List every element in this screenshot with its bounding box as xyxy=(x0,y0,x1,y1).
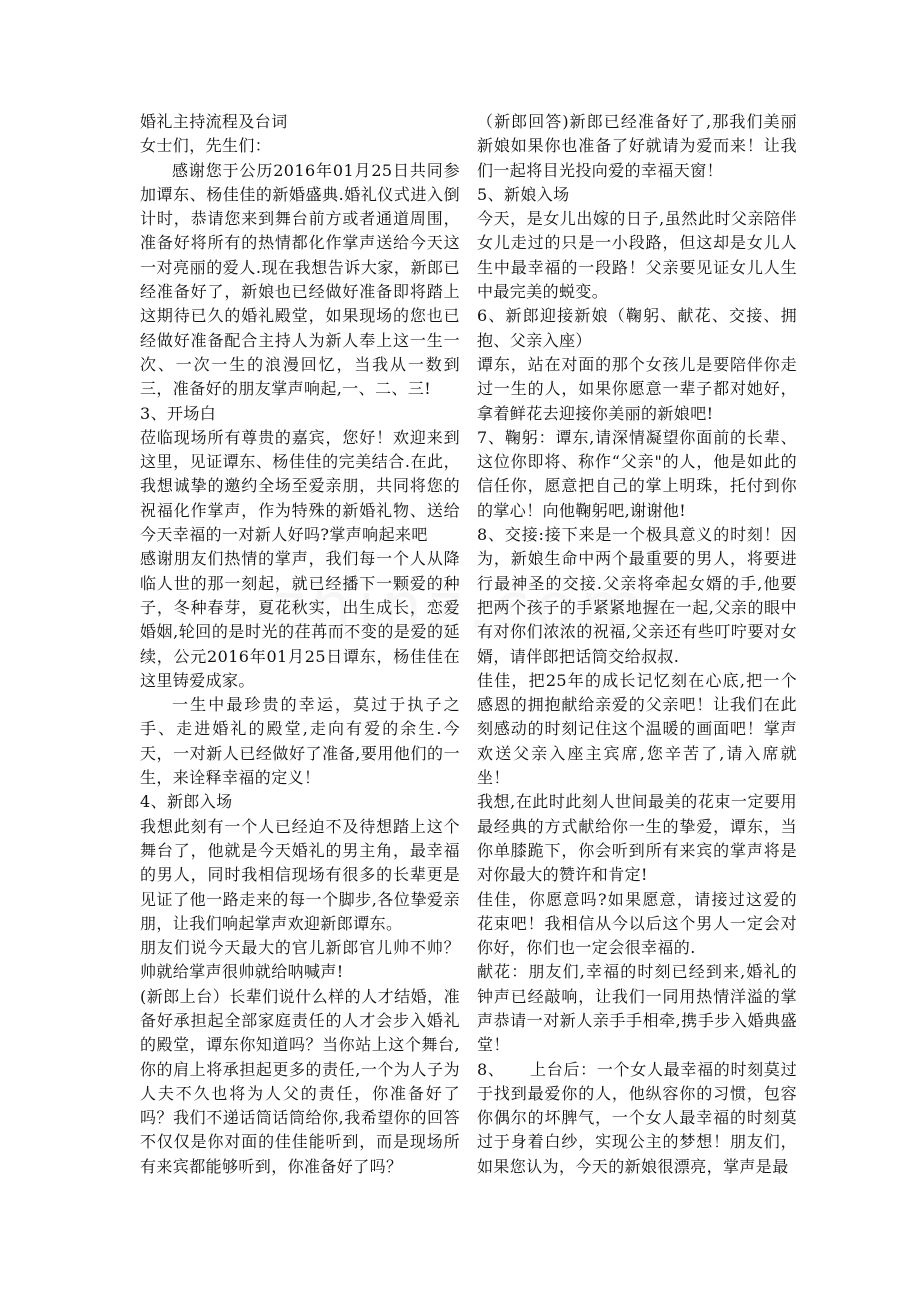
paragraph: 感谢您于公历2016年01月25日共同参加谭东、杨佳佳的新婚盛典.婚礼仪式进入倒计时，恭请您来到舞台前方或者通道周围，准备好将所有的热情都化作掌声送给今天这一对亮丽的爱人.现在我想告诉大家，新郎已经准备好了，新娘也已经做好准备即将踏上这期待已久的婚礼殿堂，如果现场的您也已经做好准备配合主持人为新人奉上这一生一次、一次一生的浪漫回忆，当我从一数到三，准备好的朋友掌声响起,一、二、三! xyxy=(140,160,460,399)
paragraph: 朋友们说今天最大的官儿新郎官儿帅不帅？帅就给掌声很帅就给呐喊声! xyxy=(140,938,460,982)
paragraph: 感谢朋友们热情的掌声，我们每一个人从降临人世的那一刻起，就已经播下一颗爱的种子，冬种春芽，夏花秋实，出生成长，恋爱婚姻,轮回的是时光的荏苒而不变的是爱的延续，公元2016年01月25日谭东，杨佳佳在这里铸爱成家。 xyxy=(140,549,460,690)
paragraph: 今天，是女儿出嫁的日子,虽然此时父亲陪伴女儿走过的只是一小段路，但这却是女儿人生中最幸福的一段路！父亲要见证女儿人生中最完美的蜕变。 xyxy=(477,209,797,302)
paragraph: 女士们，先生们： xyxy=(140,136,272,156)
paragraph: 佳佳，你愿意吗?如果愿意，请接过这爱的花束吧！我相信从今以后这个男人一定会对你好，你们也一定会很幸福的. xyxy=(477,889,797,958)
paragraph: 8、交接:接下来是一个极具意义的时刻！因为，新娘生命中两个最重要的男人，将要进行最神圣的交接.父亲将牵起女婿的手,他要把两个孩子的手紧紧地握在一起,父亲的眼中有对你们浓浓的祝福,父亲还有些叮咛要对女婿，请伴郎把话筒交给叔叔. xyxy=(477,525,797,666)
paragraph: 莅临现场所有尊贵的嘉宾，您好！欢迎来到这里，见证谭东、杨佳佳的完美结合.在此，我想诚挚的邀约全场至爱亲朋，共同将您的祝福化作掌声，作为特殊的新婚礼物、送给今天幸福的一对新人好吗?掌声响起来吧 xyxy=(140,427,460,545)
paragraph: 佳佳，把25年的成长记忆刻在心底,把一个感恩的拥抱献给亲爱的父亲吧！让我们在此刻感动的时刻记住这个温暖的画面吧！掌声欢送父亲入座主宾席,您辛苦了,请入席就坐！ xyxy=(477,670,797,788)
paragraph: （新郎回答)新郎已经准备好了,那我们美丽新娘如果你也准备了好就请为爱而来！让我们一起将目光投向爱的幸福天窗！ xyxy=(477,112,797,180)
paragraph: 7、鞠躬：谭东,请深情凝望你面前的长辈、这位你即将、称作“父亲"的人，他是如此的信任你，愿意把自己的掌上明珠，托付到你的掌心！向他鞠躬吧,谢谢他! xyxy=(477,427,797,520)
paragraph: 献花：朋友们,幸福的时刻已经到来,婚礼的钟声已经敲响，让我们一同用热情洋溢的掌声恭请一对新人亲手手相牵,携手步入婚典盛堂！ xyxy=(477,962,797,1055)
paragraph: 8、 上台后：一个女人最幸福的时刻莫过于找到最爱你的人，他纵容你的习惯，包容你偶尔的坏脾气，一个女人最幸福的时刻莫过于身着白纱，实现公主的梦想！朋友们，如果您认为，今天的新娘很漂亮，掌声是最 xyxy=(477,1059,797,1176)
right-column xyxy=(477,110,797,1179)
paragraph: 一生中最珍贵的幸运，莫过于执子之手、走进婚礼的殿堂,走向有爱的余生.今天，一对新人已经做好了准备,要用他们的一生，来诠释幸福的定义！ xyxy=(140,695,460,788)
paragraph: 4、新郎入场 xyxy=(140,792,233,812)
paragraph: 婚礼主持流程及台词 xyxy=(140,112,288,131)
paragraph: (新郎上台）长辈们说什么样的人才结婚，准备好承担起全部家庭责任的人才会步入婚礼的殿堂，谭东你知道吗？当你站上这个舞台,你的肩上将承担起更多的责任,一个为人子为人夫不久也将为人父的责任，你准备好了吗？我们不递话筒话筒给你,我希望你的回答不仅仅是你对面的佳佳能听到，而是现场所有来宾都能够听到，你准备好了吗？ xyxy=(140,986,460,1176)
paragraph: 6、新郎迎接新娘（鞠躬、献花、交接、拥抱、父亲入座） xyxy=(477,306,797,350)
paragraph: 3、开场白 xyxy=(140,403,217,423)
paragraph: 我想此刻有一个人已经迫不及待想踏上这个舞台了，他就是今天婚礼的男主角，最幸福的男人，同时我相信现场有很多的长辈更是见证了他一路走来的每一个脚步,各位挚爱亲朋，让我们响起掌声欢迎新郎谭东。 xyxy=(140,816,460,933)
paragraph: 我想,在此时此刻人世间最美的花束一定要用最经典的方式献给你一生的挚爱，谭东，当你单膝跪下，你会听到所有来宾的掌声将是对你最大的赞许和肯定! xyxy=(477,792,797,885)
paragraph: 5、新娘入场 xyxy=(477,184,570,204)
left-column xyxy=(140,110,460,1179)
paragraph: 谭东，站在对面的那个女孩儿是要陪伴你走过一生的人，如果你愿意一辈子都对她好，拿着鲜花去迎接你美丽的新娘吧! xyxy=(477,354,797,423)
